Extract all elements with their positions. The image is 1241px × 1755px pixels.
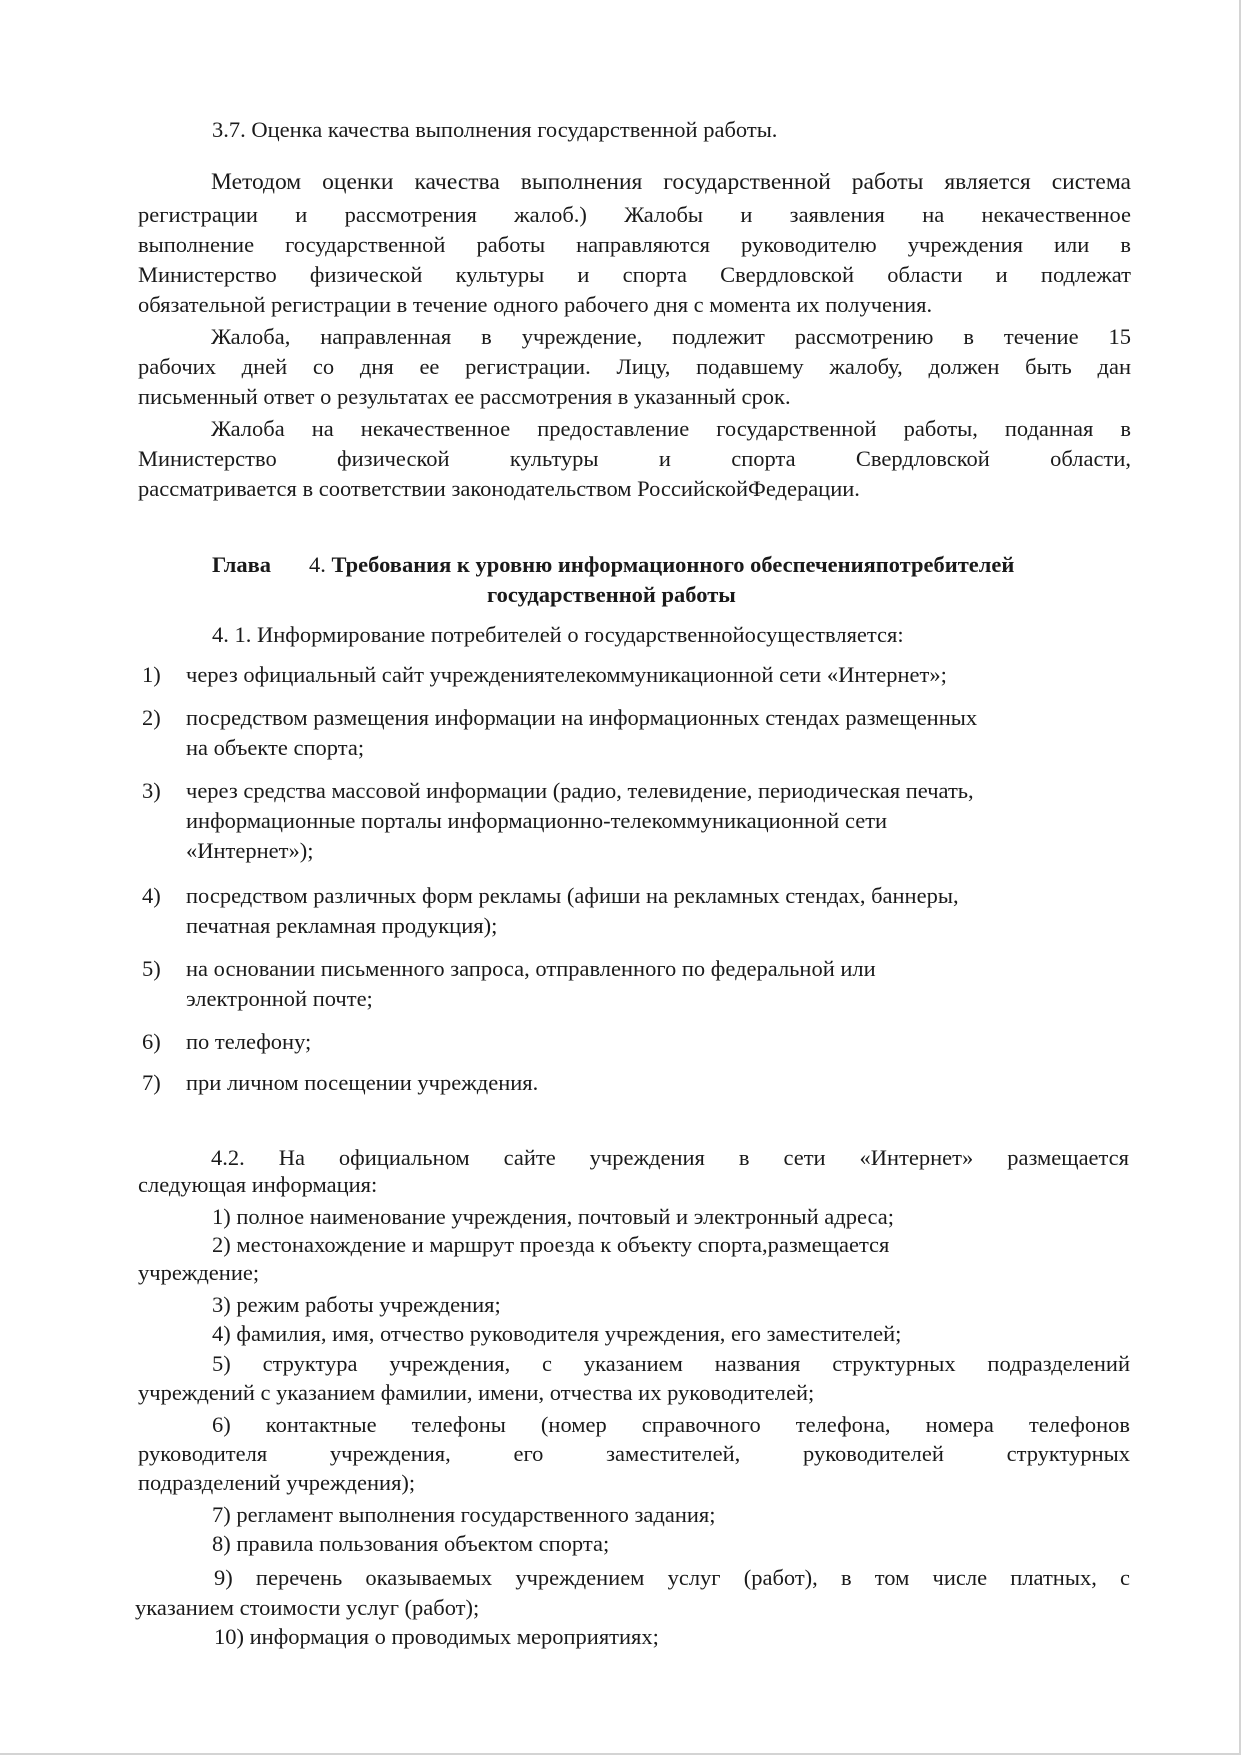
list-item: информационные порталы информационно-телекоммуникационной сети (186, 808, 888, 833)
info-item: учреждений с указанием фамилии, имени, отчества их руководителей; (138, 1380, 815, 1405)
paragraph-4-1: 4. 1. Информирование потребителей о государственнойосуществляется: (212, 622, 904, 647)
list-item: через официальный сайт учреждениятелекоммуникационной сети «Интернет»; (186, 662, 947, 687)
paragraph-line: Министерство физической культуры и спорта Свердловской области и подлежат (138, 262, 1131, 287)
paragraph-4-2-cont: следующая информация: (138, 1172, 378, 1197)
list-item: на основании письменного запроса, отправленного по федеральной или (186, 956, 876, 981)
paragraph-line: рабочих дней со дня ее регистрации. Лицу, подавшему жалобу, должен быть дан (138, 354, 1131, 379)
list-item: печатная рекламная продукция); (186, 913, 498, 938)
list-number: 5) (142, 956, 161, 981)
list-item: при личном посещении учреждения. (186, 1070, 539, 1095)
info-item: 10) информация о проводимых мероприятиях; (214, 1624, 659, 1649)
section-heading-3-7: 3.7. Оценка качества выполнения государственной работы. (212, 117, 778, 142)
chapter-title-line1: 4. Требования к уровню информационного обеспеченияпотребителей (309, 552, 1015, 577)
info-item: 8) правила пользования объектом спорта; (212, 1531, 610, 1556)
paragraph-line: Министерство физической культуры и спорта Свердловской области, (138, 446, 1131, 471)
info-item: подразделений учреждения); (138, 1470, 416, 1495)
info-item: 7) регламент выполнения государственного задания; (212, 1502, 716, 1527)
list-item: «Интернет»); (186, 838, 314, 863)
list-item: по телефону; (186, 1029, 312, 1054)
paragraph-line: регистрации и рассмотрения жалоб.) Жалобы и заявления на некачественное (138, 202, 1131, 227)
paragraph-line: выполнение государственной работы направляются руководителю учреждения или в (138, 232, 1131, 257)
list-item: посредством размещения информации на информационных стендах размещенных (186, 705, 978, 730)
list-number: 3) (142, 778, 161, 803)
paragraph-line: письменный ответ о результатах ее рассмотрения в указанный срок. (138, 384, 791, 409)
list-item: электронной почте; (186, 986, 373, 1011)
info-item: учреждение; (138, 1260, 260, 1285)
info-item: 4) фамилия, имя, отчество руководителя учреждения, его заместителей; (212, 1321, 902, 1346)
list-number: 6) (142, 1029, 161, 1054)
chapter-title-prefix: Глава (212, 552, 272, 577)
list-item: через средства массовой информации (радио, телевидение, периодическая печать, (186, 778, 974, 803)
list-item: посредством различных форм рекламы (афиши на рекламных стендах, баннеры, (186, 883, 959, 908)
chapter-title-line1-text: Требования к уровню информационного обеспеченияпотребителей (331, 552, 1015, 577)
info-item: 1) полное наименование учреждения, почтовый и электронный адреса; (212, 1204, 895, 1229)
info-item: 6) контактные телефоны (номер справочного телефона, номера телефонов (212, 1412, 1130, 1437)
list-number: 4) (142, 883, 161, 908)
paragraph-4-2: 4.2. На официальном сайте учреждения в сети «Интернет» размещается (211, 1145, 1129, 1170)
info-item: руководителя учреждения, его заместителей, руководителей структурных (138, 1441, 1130, 1466)
list-item: на объекте спорта; (186, 735, 365, 760)
paragraph-line: Жалоба на некачественное предоставление государственной работы, поданная в (211, 416, 1131, 441)
paragraph-line: Методом оценки качества выполнения государственной работы является система (211, 169, 1131, 195)
chapter-title-line2: государственной работы (487, 582, 736, 607)
list-number: 1) (142, 662, 161, 687)
paragraph-line: рассматривается в соответствии законодательством РоссийскойФедерации. (138, 476, 860, 501)
info-item: указанием стоимости услуг (работ); (135, 1595, 480, 1620)
info-item: 5) структура учреждения, с указанием названия структурных подразделений (212, 1351, 1130, 1376)
info-item: 9) перечень оказываемых учреждением услуг (работ), в том числе платных, с (214, 1565, 1130, 1590)
list-number: 2) (142, 705, 161, 730)
paragraph-line: Жалоба, направленная в учреждение, подлежит рассмотрению в течение 15 (211, 324, 1131, 349)
paragraph-line: обязательной регистрации в течение одного рабочего дня с момента их получения. (138, 292, 933, 317)
list-number: 7) (142, 1070, 161, 1095)
info-item: 2) местонахождение и маршрут проезда к объекту спорта,размещается (212, 1232, 890, 1257)
info-item: 3) режим работы учреждения; (212, 1292, 501, 1317)
